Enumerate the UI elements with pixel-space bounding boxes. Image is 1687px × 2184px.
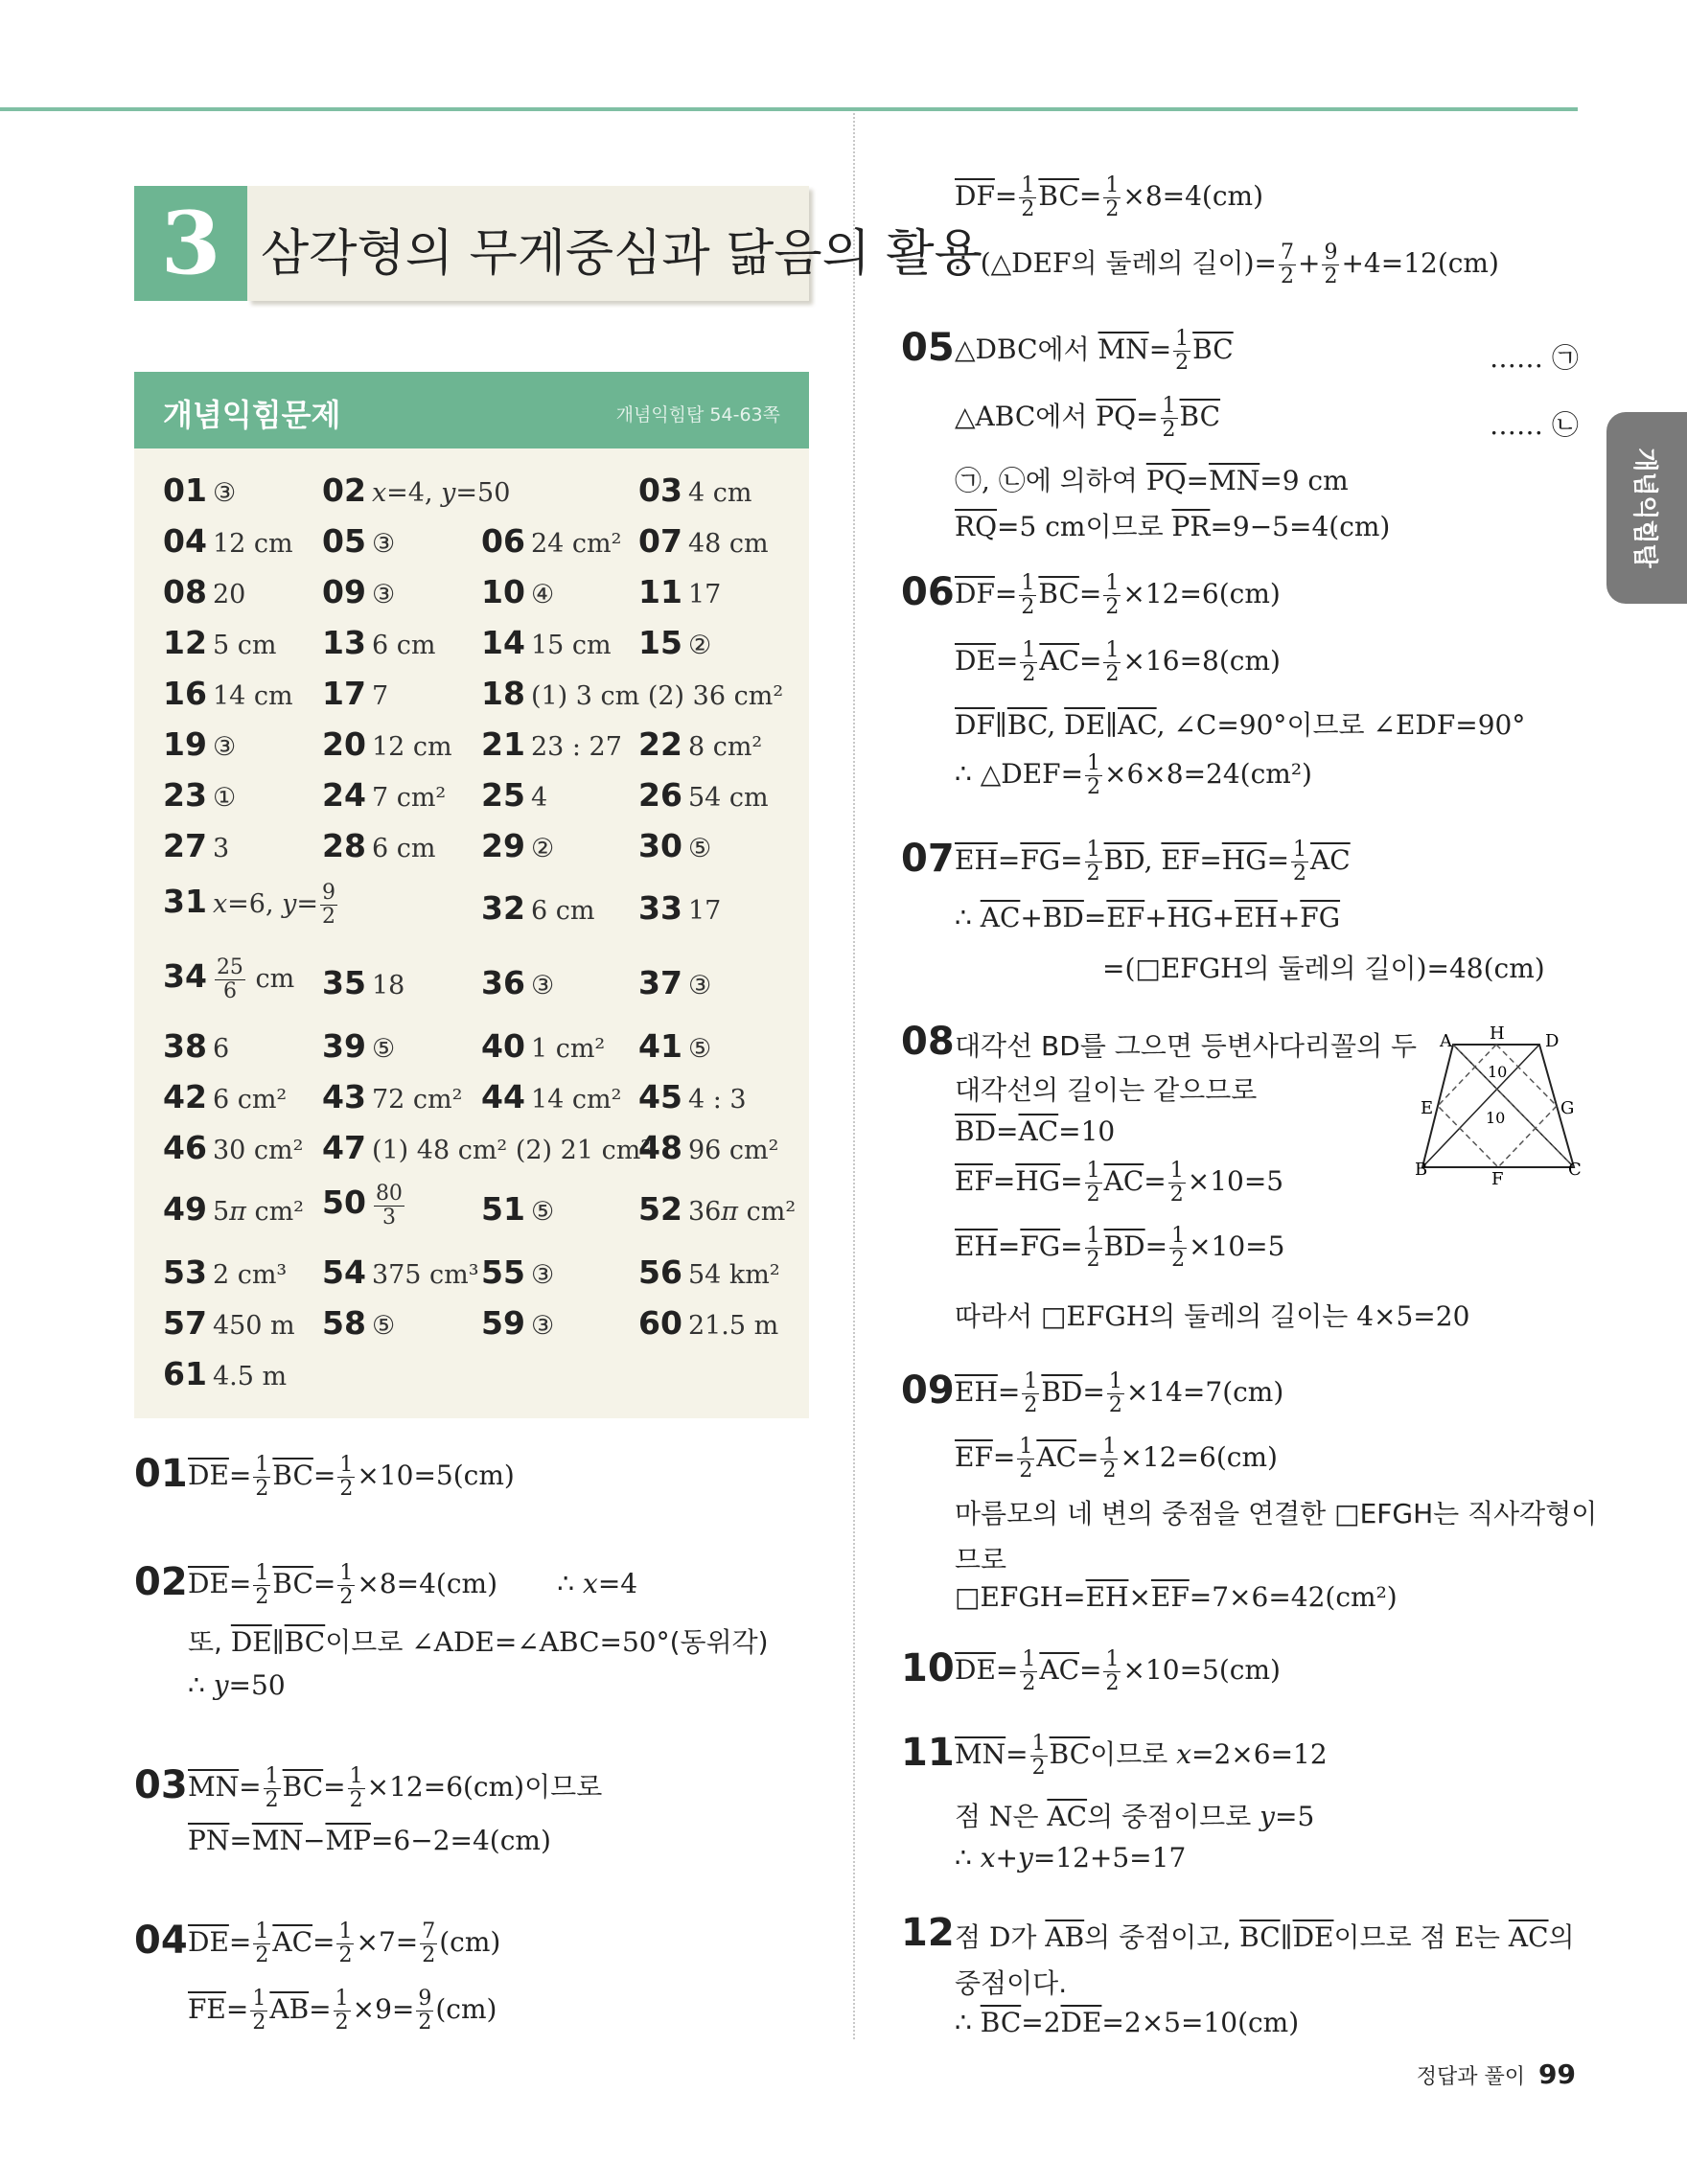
answer-item: 44 14 cm² (481, 1078, 622, 1115)
solution-line: $\overline{DE}=$ $\frac{1}{2}$ $\overline{AC}=$ $\frac{1}{2}$ ×16=8(cm) (955, 638, 1281, 686)
answer-item: 19 ③ (163, 725, 237, 763)
answer-item: 46 30 cm² (163, 1129, 304, 1166)
solution-line: $\overline{DE}=$ $\frac{1}{2}$ $\overline{BC}=$ $\frac{1}{2}$ ×10=5(cm) (188, 1453, 515, 1501)
solution-11: 11 $\overline{MN}=$ $\frac{1}{2}$ $\overline{BC}$이므로 x=2×6=12 점 N은 $\overline{AC}$의 중점이므로 y=5 ∴ x+y=12+5=17 (901, 1731, 1328, 1874)
solution-line: 므로 (955, 1544, 1007, 1575)
answer-item: 15 ② (638, 624, 712, 661)
side-tab[interactable]: 개념익힘탑 (1606, 412, 1687, 604)
solution-line: $\overline{DE}=$ $\frac{1}{2}$ $\overline{AC}=$ $\frac{1}{2}$ ×7= $\frac{7}{2}$ (cm) (188, 1920, 501, 1967)
solution-line: =(□EFGH의 둘레의 길이)=48(cm) (1102, 953, 1545, 984)
answer-item: 11 17 (638, 573, 722, 610)
solution-07: 07 $\overline{EH}=\overline{FG}=$ $\frac{1}{2}$ $\overline{BD}$, $\overline{EF}=\overline{HG}=$ $\frac{1}{2}$ $\overline{AC}$ ∴ $\overline{AC}+\overline{BD}=\overline{EF}+\overline{HG}+\overline{EH}+\overline{FG}$ =(□EFGH의 둘레의 길이)=48(cm) (901, 837, 1545, 984)
solution-line: $\overline{DE}=$ $\frac{1}{2}$ $\overline{AC}=$ $\frac{1}{2}$ ×10=5(cm) (955, 1647, 1281, 1695)
answer-item: 01 ③ (163, 471, 237, 509)
solution-line: $\overline{EH}=$ $\frac{1}{2}$ $\overline{BD}=$ $\frac{1}{2}$ ×14=7(cm) (955, 1369, 1284, 1417)
solution-line: $\overline{RQ}=5$ cm이므로 $\overline{PR}=9-5=4(cm)$ (955, 511, 1391, 542)
solution-line: $\overline{BD}=\overline{AC}=10$ (955, 1115, 1116, 1147)
answer-item: 04 12 cm (163, 522, 293, 560)
answer-item: 40 1 cm² (481, 1027, 606, 1065)
answer-item: 24 7 cm² (322, 776, 447, 814)
answer-item: 29 ② (481, 827, 555, 864)
solution-line: $\overline{DE}=$ $\frac{1}{2}$ $\overline{BC}=$ $\frac{1}{2}$ ×8=4(cm) ∴ x=4 (188, 1561, 638, 1609)
answer-item: 23 ① (163, 776, 237, 814)
solution-line: 점 N은 $\overline{AC}$의 중점이므로 y=5 (955, 1801, 1315, 1832)
solution-line: 따라서 □EFGH의 둘레의 길이는 4×5=20 (955, 1300, 1470, 1332)
answer-item: 60 21.5 m (638, 1304, 779, 1342)
answer-item: 47 (1) 48 cm² (2) 21 cm² (322, 1129, 652, 1166)
solution-line: $\overline{FE}=$ $\frac{1}{2}$ $\overline{AB}=$ $\frac{1}{2}$ ×9= $\frac{9}{2}$ (cm) (188, 1987, 497, 2035)
answer-item: 06 24 cm² (481, 522, 622, 560)
trapezoid-figure (1415, 1023, 1583, 1186)
answer-item: 21 23 : 27 (481, 725, 622, 763)
answer-item: 08 20 (163, 573, 246, 610)
answer-item: 61 4.5 m (163, 1355, 288, 1392)
answer-item: 09 ③ (322, 573, 396, 610)
solution-line: $\overline{PN}=\overline{MN}-\overline{MP}=6-2=4(cm)$ (188, 1825, 551, 1856)
answer-item: 56 54 km² (638, 1253, 780, 1291)
solution-line: 대각선 BD를 그으면 등변사다리꼴의 두 (955, 1030, 1418, 1062)
page-footer (1417, 2058, 1576, 2090)
solution-09: 09 $\overline{EH}=$ $\frac{1}{2}$ $\overline{BD}=$ $\frac{1}{2}$ ×14=7(cm) $\overline{EF}=$ $\frac{1}{2}$ $\overline{AC}=$ $\frac{1}{2}$ ×12=6(cm) 마름모의 네 변의 중점을 연결한 □EFGH는 직사각형이 므로 $□EFGH=\overline{EH}\times\overline{EF}=7\times 6=42(cm^2)$ (901, 1368, 1598, 1613)
solution-line: ㉠, ㉡에 의하여 $\overline{PQ}=\overline{MN}=9$ cm (955, 465, 1349, 496)
solution-02: 02 $\overline{DE}=$ $\frac{1}{2}$ $\overline{BC}=$ $\frac{1}{2}$ ×8=4(cm) ∴ x=4 또, $\overline{DE}\parallel\overline{BC}$이므로 ∠ADE=∠ABC=50°(동위각) ∴ y=50 (134, 1560, 769, 1701)
label-b: B (1415, 1160, 1428, 1180)
label-f: F (1491, 1169, 1504, 1186)
solution-line: 마름모의 네 변의 중점을 연결한 □EFGH는 직사각형이 (955, 1498, 1598, 1529)
answer-item: 55 ③ (481, 1253, 555, 1291)
answer-item: 48 96 cm² (638, 1129, 779, 1166)
solution-line: $\overline{EH}=\overline{FG}=$ $\frac{1}{2}$ $\overline{BD}$, $\overline{EF}=\overline{HG}=$ $\frac{1}{2}$ $\overline{AC}$ (955, 838, 1351, 885)
answer-item: 31 x=6, y= $\frac{9}{2}$ (163, 881, 336, 929)
page-number: 99 (1538, 2058, 1576, 2090)
solution-line: $\overline{EH}=\overline{FG}=$ $\frac{1}{2}$ $\overline{BD}=$ $\frac{1}{2}$ ×10=5 (955, 1224, 1285, 1272)
column-divider (853, 113, 855, 2039)
solution-line: ∴ y=50 (188, 1669, 286, 1701)
answer-item: 57 450 m (163, 1304, 295, 1342)
solution-03: 03 $\overline{MN}=$ $\frac{1}{2}$ $\overline{BC}=$ $\frac{1}{2}$ ×12=6(cm)이므로 $\overline{PN}=\overline{MN}-\overline{MP}=6-2=4(cm)$ (134, 1763, 603, 1856)
equation-tag: …… ㉠ (1490, 342, 1579, 374)
solution-line: $\overline{DF}\parallel\overline{BC}$, $\overline{DE}\parallel\overline{AC}$, ∠C=90°이므로 ∠EDF=90° (955, 709, 1526, 741)
answer-item: 16 14 cm (163, 675, 293, 712)
answer-item: 45 4 : 3 (638, 1078, 747, 1115)
solution-line: ∴ $\overline{AC}+\overline{BD}=\overline{EF}+\overline{HG}+\overline{EH}+\overline{FG}$ (955, 902, 1341, 933)
answer-item: 37 ③ (638, 964, 712, 1001)
answer-item: 53 2 cm³ (163, 1253, 288, 1291)
label-a: A (1440, 1031, 1452, 1051)
answer-item: 59 ③ (481, 1304, 555, 1342)
answer-item: 02 x=4, y=50 (322, 471, 511, 509)
footer-label: 정답과 풀이 (1416, 2065, 1526, 2089)
answer-item: 26 54 cm (638, 776, 769, 814)
answer-item: 12 5 cm (163, 624, 277, 661)
solution-line: △DBC에서 $\overline{MN}=$ $\frac{1}{2}$ $\overline{BC}$ (955, 327, 1234, 375)
solution-line: 중점이다. (955, 1967, 1068, 1999)
solution-04-continued (901, 172, 1572, 297)
equation-tag: …… ㉡ (1490, 409, 1579, 441)
solution-line: 또, $\overline{DE}\parallel\overline{BC}$이므로 ∠ADE=∠ABC=50°(동위각) (188, 1626, 769, 1658)
answer-item: 10 ④ (481, 573, 555, 610)
answer-item: 52 36π cm² (638, 1190, 797, 1228)
answer-item: 13 6 cm (322, 624, 436, 661)
label-h: H (1490, 1023, 1505, 1044)
label-d: D (1545, 1031, 1560, 1051)
answer-item: 05 ③ (322, 522, 396, 560)
answer-item: 03 4 cm (638, 471, 752, 509)
answer-box-reference: 개념익힘탑 54-63쪽 (615, 404, 780, 425)
length-label-bd: 10 (1486, 1109, 1506, 1127)
answer-item: 43 72 cm² (322, 1078, 463, 1115)
answer-item: 22 8 cm² (638, 725, 763, 763)
answer-item: 32 6 cm (481, 889, 595, 927)
solution-06: 06 $\overline{DF}=$ $\frac{1}{2}$ $\overline{BC}=$ $\frac{1}{2}$ ×12=6(cm) $\overline{DE}=$ $\frac{1}{2}$ $\overline{AC}=$ $\frac{1}{2}$ ×16=8(cm) $\overline{DF}\parallel\overline{BC}$, $\overline{DE}\parallel\overline{AC}$, ∠C=90°이므로 ∠EDF=90° ∴ △DEF= $\frac{1}{2}$ ×6×8=24(cm²) (901, 570, 1526, 799)
answer-item: 27 3 (163, 827, 230, 864)
solution-01: 01 $\overline{DE}=$ $\frac{1}{2}$ $\overline{BC}=$ $\frac{1}{2}$ ×10=5(cm) (134, 1452, 515, 1501)
solution-line: △ABC에서 $\overline{PQ}=$ $\frac{1}{2}$ $\overline{BC}$ (955, 394, 1221, 442)
label-g: G (1560, 1098, 1575, 1118)
answer-item: 18 (1) 3 cm (2) 36 cm² (481, 675, 784, 712)
solution-line: ∴ (△DEF의 둘레의 길이)= $\frac{7}{2}$ + $\frac{9}{2}$ +4=12(cm) (955, 241, 1499, 288)
answer-item: 35 18 (322, 964, 405, 1001)
solution-line: $\overline{DF}=$ $\frac{1}{2}$ $\overline{BC}=$ $\frac{1}{2}$ ×12=6(cm) (955, 571, 1281, 619)
solution-04: 04 $\overline{DE}=$ $\frac{1}{2}$ $\overline{AC}=$ $\frac{1}{2}$ ×7= $\frac{7}{2}$ (cm) $\overline{FE}=$ $\frac{1}{2}$ $\overline{AB}=$ $\frac{1}{2}$ ×9= $\frac{9}{2}$ (cm) (134, 1919, 501, 2035)
answer-box (134, 448, 809, 1418)
solution-line: ∴ $\overline{BC}=2\overline{DE}=2\times 5=10(cm)$ (955, 2007, 1300, 2038)
answer-item: 25 4 (481, 776, 548, 814)
solution-10: 10 $\overline{DE}=$ $\frac{1}{2}$ $\overline{AC}=$ $\frac{1}{2}$ ×10=5(cm) (901, 1646, 1281, 1695)
answer-item: 58 ⑤ (322, 1304, 396, 1342)
solution-line: ∴ x+y=12+5=17 (955, 1842, 1187, 1874)
solution-12: 12 점 D가 $\overline{AB}$의 중점이고, $\overline{BC}\parallel\overline{DE}$이므로 점 E는 $\overline{AC}$의 중점이다. ∴ $\overline{BC}=2\overline{DE}=2\times 5=10(cm)$ (901, 1911, 1575, 2038)
solution-line: $\overline{MN}=$ $\frac{1}{2}$ $\overline{BC}=$ $\frac{1}{2}$ ×12=6(cm)이므로 (188, 1764, 603, 1812)
answer-item: 42 6 cm² (163, 1078, 288, 1115)
solution-05: 05 △DBC에서 $\overline{MN}=$ $\frac{1}{2}$ $\overline{BC}$ …… ㉠ △ABC에서 $\overline{PQ}=$ $\frac{1}{2}$ $\overline{BC}$ …… ㉡ ㉠, ㉡에 의하여 $\overline{PQ}=\overline{MN}=9$ cm $\overline{RQ}=5$ cm이므로 $\overline{PR}=9-5=4(cm)$ (901, 326, 1579, 542)
answer-item: 54 375 cm³ (322, 1253, 479, 1291)
answer-item: 38 6 (163, 1027, 230, 1065)
solution-line: $\overline{DF}=$ $\frac{1}{2}$ $\overline{BC}=$ $\frac{1}{2}$ ×8=4(cm) (955, 173, 1263, 221)
answer-item: 14 15 cm (481, 624, 612, 661)
answer-item: 30 ⑤ (638, 827, 712, 864)
answer-item: 36 ③ (481, 964, 555, 1001)
answer-item: 20 12 cm (322, 725, 452, 763)
answer-item: 17 7 (322, 675, 389, 712)
answer-item: 39 ⑤ (322, 1027, 396, 1065)
answer-item: 51 ⑤ (481, 1190, 555, 1228)
solution-line: $\overline{MN}=$ $\frac{1}{2}$ $\overline{BC}$이므로 x=2×6=12 (955, 1732, 1328, 1780)
answer-item: 34 $\frac{25}{6}$ cm (163, 955, 295, 1003)
answer-box-header (134, 372, 809, 448)
solution-08: 08 대각선 BD를 그으면 등변사다리꼴의 두 대각선의 길이는 같으므로 $\overline{BD}=\overline{AC}=10$ $\overline{EF}=\overline{HG}=$ $\frac{1}{2}$ $\overline{AC}=$ $\frac{1}{2}$ ×10=5 $\overline{EH}=\overline{FG}=$ $\frac{1}{2}$ $\overline{BD}=$ $\frac{1}{2}$ ×10=5 따라서 □EFGH의 둘레의 길이는 4×5=20 (901, 1020, 1470, 1332)
top-rule (0, 107, 1578, 111)
chapter-number: 3 (134, 186, 247, 301)
answer-item: 41 ⑤ (638, 1027, 712, 1065)
solution-line: $□EFGH=\overline{EH}\times\overline{EF}=7\times 6=42(cm^2)$ (955, 1581, 1398, 1613)
solution-line: 대각선의 길이는 같으므로 (955, 1074, 1258, 1106)
answer-item: 07 48 cm (638, 522, 769, 560)
chapter-title: 삼각형의 무게중심과 닮음의 활용 (261, 225, 982, 283)
solution-line: ∴ △DEF= $\frac{1}{2}$ ×6×8=24(cm²) (955, 751, 1312, 799)
solution-line: 점 D가 $\overline{AB}$의 중점이고, $\overline{BC}\parallel\overline{DE}$이므로 점 E는 $\overline{AC}$의 (955, 1921, 1575, 1953)
solution-line: $\overline{EF}=\overline{HG}=$ $\frac{1}{2}$ $\overline{AC}=$ $\frac{1}{2}$ ×10=5 (955, 1159, 1284, 1207)
answer-box-title: 개념익힘문제 (163, 397, 341, 433)
answer-item: 33 17 (638, 889, 722, 927)
label-c: C (1568, 1160, 1582, 1180)
answer-item: 28 6 cm (322, 827, 436, 864)
length-label-ac: 10 (1488, 1063, 1508, 1081)
solution-line: $\overline{EF}=$ $\frac{1}{2}$ $\overline{AC}=$ $\frac{1}{2}$ ×12=6(cm) (955, 1435, 1278, 1483)
label-e: E (1421, 1098, 1434, 1118)
answer-item: 49 5π cm² (163, 1190, 305, 1228)
answer-item: 50 $\frac{80}{3}$ (322, 1182, 403, 1230)
